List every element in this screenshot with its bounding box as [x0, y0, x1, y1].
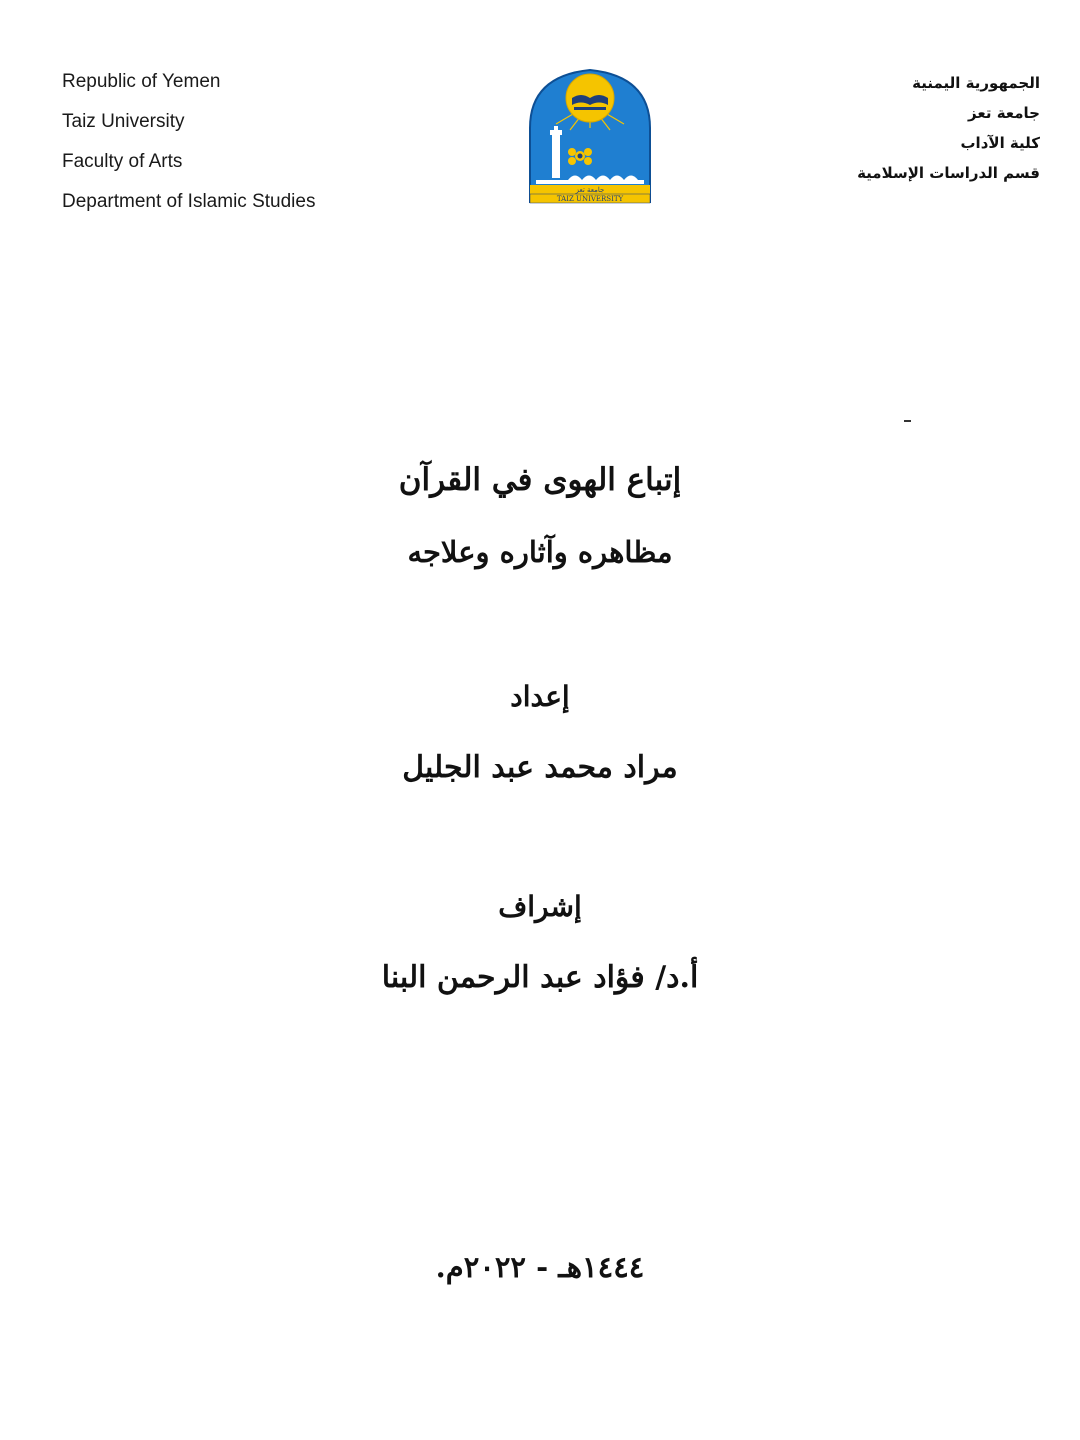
preparation-label: إعداد [510, 680, 570, 713]
supervisor-name: أ.د/ فؤاد عبد الرحمن البنا [381, 960, 699, 995]
department-name-ar: قسم الدراسات الإسلامية [857, 164, 1040, 182]
country-name-en: Republic of Yemen [62, 71, 221, 92]
author-name: مراد محمد عبد الجليل [402, 750, 678, 785]
date-line: ١٤٤٤هـ - ٢٠٢٢م. [435, 1250, 645, 1284]
country-name-ar: الجمهورية اليمنية [912, 74, 1040, 92]
dash-mark [904, 420, 911, 422]
thesis-subtitle: مظاهره وآثاره وعلاجه [407, 535, 673, 569]
faculty-name-ar: كلية الآداب [960, 134, 1040, 152]
supervision-label: إشراف [498, 890, 582, 923]
arabic-header [857, 68, 1040, 188]
english-header [62, 62, 315, 222]
thesis-title: إتباع الهوى في القرآن [398, 462, 682, 498]
university-logo-icon [528, 68, 652, 204]
university-name-en: Taiz University [62, 111, 185, 132]
logo-english-text: TAIZ UNIVERSITY [556, 195, 624, 203]
faculty-name-en: Faculty of Arts [62, 151, 183, 172]
logo-arabic-text: جامعة تعز [575, 186, 605, 194]
department-name-en: Department of Islamic Studies [62, 191, 316, 212]
university-name-ar: جامعة تعز [968, 104, 1040, 122]
